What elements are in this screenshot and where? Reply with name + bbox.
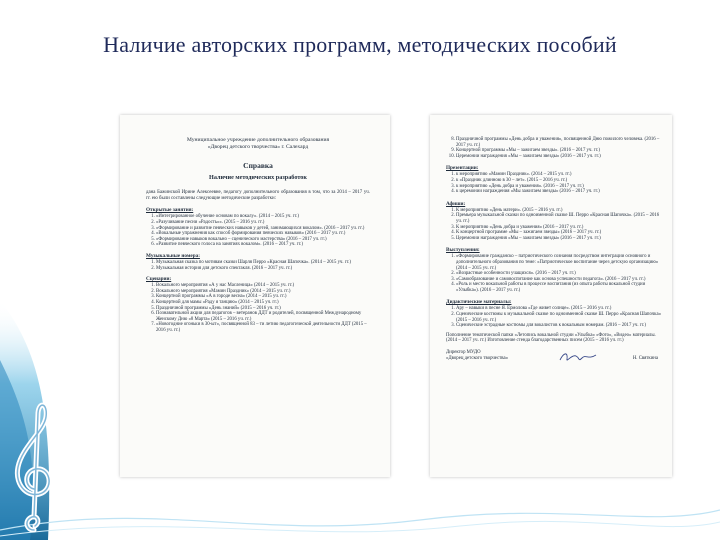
list-item: 2. Музыкальная история для детского спектакля. (2016 – 2017 уч. гг.) (156, 266, 370, 272)
scenarios-continued-list (446, 137, 662, 159)
scanned-document-right (430, 115, 672, 477)
section-heading: Открытые занятия: (146, 207, 194, 214)
section-heading: Дидактические материалы: (446, 299, 512, 306)
list-item: 7. «Новогодние огоньки в 30-ыт», посвященной 83 – ти летию педагогической деятельности ДДТ (2015 – 2016 уч. гг.) (156, 322, 370, 333)
list-item: 2. Сценические костюмы к музыкальной сказке по одноименной сказке Ш. Перро «Красная Шапочка» (2015 – 2016 уч. гг.) (456, 312, 662, 323)
didactic-materials-list (446, 306, 662, 328)
list-item: 5. «Формирование навыков вокально – сценического мастерства» (2016 – 2017 уч. гг.) (156, 237, 370, 243)
list-item: 6. «Развитие певческого голоса на занятиях вокалом». (2016 – 2017 уч. гг.) (156, 242, 370, 248)
list-item: 4. к церемонии награждения «Мы зажигаем звезды» (2016 – 2017 уч. гг.) (456, 189, 662, 195)
list-item: 1. Вокального мероприятия «А у нас Масленица» (2014 – 2015 уч. гг.) (156, 283, 370, 289)
musical-numbers-list (146, 260, 370, 271)
list-item: 3. К мероприятию «День добра и уважения» (2016 – 2017 уч. гг.) (456, 225, 662, 231)
signature-block (446, 350, 662, 362)
list-item: 3. Сценические эстрадные костюмы для вокалистов к вокальным номерам. (2016 – 2017 уч. гг.) (456, 323, 662, 329)
list-item: 3. «Самообразование и самовоспитание как основа успешности педагога». (2016 – 2017 уч. гг.) (456, 277, 662, 283)
treble-clef-icon (4, 395, 64, 535)
section-heading: Выступления: (446, 247, 480, 254)
section-heading: Сценарии: (146, 276, 172, 283)
list-item: 1. Музыкальная сказка по мотивам сказки Шарля Перро «Красная Шапочка». (2014 – 2015 уч. гг.) (156, 260, 370, 266)
section-heading: Афиши: (446, 200, 466, 207)
institution-header (146, 137, 370, 151)
closing-paragraph: Пополнение тематической папки «Летопись вокальной студии «Улыбка» «Фото», «Видео» материалы. (2014 – 2017 уч. гг.) Изготовление стенда благодарственных писем (2015 – 2016 уч. гг.) (446, 332, 656, 344)
list-item: 4. К концертной программе «Мы – зажигаем звезды» (2016 – 2017 уч. гг.) (456, 230, 662, 236)
list-item: 3. к мероприятию «День добра и уважения». (2016 – 2017 уч. гг.) (456, 184, 662, 190)
list-item: 9. Концертной программы «Мы – зажигаем звезды». (2016 – 2017 уч. гг.) (456, 148, 662, 154)
list-item: 8. Праздничной программы «День добра и уважения», посвященной Дню пожилого человека. (2016 – 2017 уч. гг.) (456, 137, 662, 148)
slide-title: Наличие авторских программ, методических пособий (103, 32, 617, 57)
director-org: «Дворец детского творчества» (446, 355, 509, 361)
list-item: 1. К мероприятию «День матери». (2015 – 2016 уч. гг.) (456, 208, 662, 214)
document-title: Справка (243, 161, 273, 170)
list-item: 1. «Формирование гражданско – патриотического сознания посредством интеграции основного и дополнительного образования по теме: «Патриотическое воспитание через детскую организацию» (2014 – 2015 уч. гг.) (456, 254, 662, 271)
institution-line: «Дворец детского творчества» г. Салехард (207, 144, 309, 150)
list-item: 2. Вокального мероприятия «Мамин Праздник» (2014 – 2015 уч. гг.) (156, 289, 370, 295)
list-item: 1. «Интегрированное обучение основам по вокалу». (2014 – 2015 уч. гг.) (156, 214, 370, 220)
list-item: 6. Познавательной акции для педагогов – ветеранов ДДТ и родителей, посвященной Международному Женскому Дню «8 Марта» (2015 – 2016 уч. гг.) (156, 311, 370, 322)
section-heading: Музыкальные номера: (146, 252, 200, 259)
scanned-document-left (120, 115, 390, 477)
list-item: 2. Премьера музыкальной сказки по одноименной сказке Ш. Перро «Красная Шапочка». (2015 – 2016 уч. гг.) (456, 213, 662, 224)
intro-paragraph: дана Бажинской Ирине Алексеевне, педагогу дополнительного образования в том, что за 2014 – 2017 уч. гг. ею были составлены следующие методические разработки: (146, 190, 370, 202)
presentations-list (446, 172, 662, 194)
document-subtitle: Наличие методических разработок (209, 174, 307, 181)
list-item: 2. «Разучивание песни «Радость»». (2015 – 2016 уч. гг.) (156, 220, 370, 226)
list-item: 1. Ару – навыки в песне Я. Ермолова «Где живет солнце». (2015 – 2016 уч. гг.) (456, 306, 662, 312)
list-item: 1. к мероприятию «Мамин Праздник». (2014 – 2015 уч. гг.) (456, 172, 662, 178)
list-item: 2. «Возрастные особенности учащихся». (2016 – 2017 уч. гг.) (456, 271, 662, 277)
list-item: 4. Концертной для мамы «Раду я танцию» (2014 – 2015 уч. гг.) (156, 300, 370, 306)
list-item: 5. Праздничной программы «День знаний» (2015 – 2016 уч. гг.) (156, 306, 370, 312)
list-item: 5. Церемонии награждения «Мы – зажигаем звезды» (2016 – 2017 уч. гг.) (456, 236, 662, 242)
list-item: 3. «Формирование и развитие певческих навыков у детей, занимающихся вокалом». (2016 – 2017 уч. гг.) (156, 226, 370, 232)
speeches-list (446, 254, 662, 293)
open-lessons-list (146, 214, 370, 248)
list-item: 3. Концертной программы «А в городе весна» (2014 – 2015 уч. гг.) (156, 294, 370, 300)
list-item: 2. к «Праздник длинною в 30 – лет». (2015 – 2016 уч. гг.) (456, 178, 662, 184)
list-item: 4. «Вокальные упражнения как способ формирования певческих навыков» (2016 – 2017 уч. гг.) (156, 231, 370, 237)
scenarios-list (146, 283, 370, 333)
director-name: Н. Святкина (632, 356, 658, 362)
director-title: Директор МУДО (446, 350, 481, 356)
list-item: 4. «Роль и место вокальной работы в процессе воспитания (из опыта работы вокальной студии «Улыбка»). (2016 – 2017 уч. гг.) (456, 282, 662, 293)
institution-line: Муниципальное учреждение дополнительного образования (186, 137, 330, 143)
posters-list (446, 208, 662, 242)
list-item: 10. Церемонии награждения «Мы – зажигаем звезды» (2016 – 2017 уч. гг.) (456, 154, 662, 160)
section-heading: Презентации: (446, 165, 479, 172)
signature-icon (558, 350, 598, 364)
